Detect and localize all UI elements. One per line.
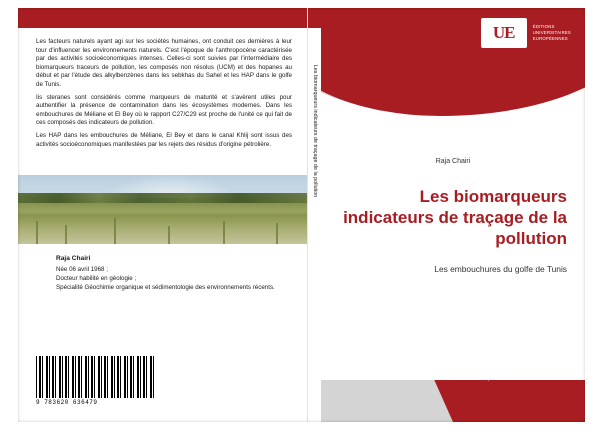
publisher-logo-text xyxy=(533,24,571,42)
back-cover-blurb xyxy=(36,38,292,153)
publisher-line-1: ÉDITIONS xyxy=(532,24,555,29)
cover-swoosh-graphic xyxy=(321,64,585,128)
author-bio-line-3: Spécialité Géochimie organique et sédimentologie des environnements récents. xyxy=(56,284,275,291)
photo-reed xyxy=(65,225,67,244)
publisher-logo-mark: UE xyxy=(481,18,527,48)
photo-foreground xyxy=(18,216,307,244)
author-name: Raja Chairi xyxy=(56,255,91,262)
landscape-photo xyxy=(18,175,307,244)
back-cover-author-bio xyxy=(56,254,292,292)
publisher-logo xyxy=(481,18,571,48)
blurb-paragraph-1: Les facteurs naturels ayant agi sur les sociétés humaines, ont conduit ces dernières à leur tour d'influencer les environnements naturels. C'est l'époque de l'anthropocène caractérisée par des activités socioéconomiques intenses. Celles-ci sont suivies par l'intermédiaire des biomarqueurs traceurs de pollution, les composés non résolus (UCM) et des hopanes au début et par l'étude des alkylbenzènes dans les sebkhas du Sahel et les HAP dans le golfe de Tunis. xyxy=(36,38,292,88)
blurb-paragraph-3: Les HAP dans les embouchures de Méliane, El Bey et dans le canal Khlij sont issus des activités socioéconomiques manifestées par les rejets des résidus d'origine pétrolière. xyxy=(36,131,292,148)
back-cover-panel xyxy=(18,8,307,422)
publisher-line-2: UNIVERSITAIRES xyxy=(532,30,571,35)
barcode-bars xyxy=(36,356,154,398)
swoosh-red xyxy=(321,64,585,116)
photo-reed xyxy=(223,221,225,244)
front-bottom-red-band xyxy=(489,380,585,422)
publisher-line-3: EUROPÉENNES xyxy=(532,36,568,41)
barcode-number: 9 783620 636479 xyxy=(36,399,98,406)
author-bio-line-2: Docteur habilité en géologie ; xyxy=(56,275,137,282)
photo-reed xyxy=(168,226,170,244)
front-cover-author: Raja Chairi xyxy=(435,158,471,165)
author-bio-line-1: Née 06 avril 1968 ; xyxy=(56,266,108,273)
front-cover-panel xyxy=(321,8,585,422)
front-cover-title: Les biomarqueurs indicateurs de traçage de la pollution xyxy=(343,187,567,248)
blurb-paragraph-2: Iis steranes sont considérés comme marqueurs de maturité et s'avèrent utiles pour authentifier la présence de contamination dans les écosystèmes modernes. Dans les embouchures de Méliane et El Bey où le rapport C27/C29 est proche de l'unité ce qui fait de ces composés des indicateurs de pollution. xyxy=(36,93,292,127)
photo-reed xyxy=(36,221,38,244)
spine-top-band xyxy=(308,8,322,28)
photo-reed xyxy=(276,223,278,244)
photo-reed xyxy=(114,218,116,244)
barcode xyxy=(36,356,154,408)
front-cover-subtitle: Les embouchures du golfe de Tunis xyxy=(434,264,567,274)
back-cover-top-band xyxy=(18,8,307,28)
spine-title: Les biomarqueurs indicateurs de traçage de la pollution xyxy=(312,64,318,198)
